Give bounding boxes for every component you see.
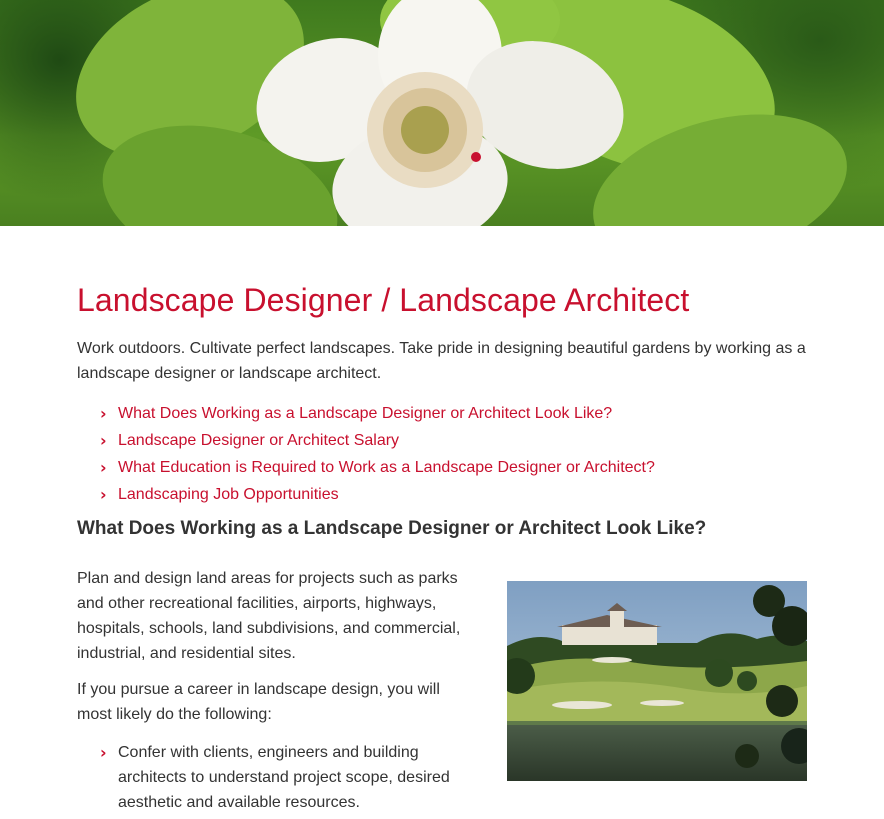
golf-course-photo bbox=[507, 581, 807, 781]
chevron-right-icon: › bbox=[100, 458, 107, 477]
flower-image bbox=[0, 0, 884, 226]
toc-item[interactable] bbox=[100, 427, 655, 454]
chevron-right-icon: › bbox=[100, 743, 107, 762]
duties-list bbox=[100, 740, 460, 815]
list-item-text: Confer with clients, engineers and building architects to understand project scope, desired aesthetic and available resources. bbox=[118, 744, 450, 811]
section-paragraph: Plan and design land areas for projects such as parks and other recreational facilities, airports, highways, hospitals, schools, land subdivisions, and commercial, industrial, and residential sites. bbox=[77, 570, 461, 662]
hero-banner bbox=[0, 0, 884, 226]
intro-paragraph: Work outdoors. Cultivate perfect landscapes. Take pride in designing beautiful gardens by working as a landscape designer or landscape architect. bbox=[77, 340, 806, 382]
section-paragraph: If you pursue a career in landscape design, you will most likely do the following: bbox=[77, 681, 440, 723]
toc-link[interactable]: Landscape Designer or Architect Salary bbox=[118, 431, 400, 449]
toc-link[interactable]: Landscaping Job Opportunities bbox=[118, 485, 339, 503]
chevron-right-icon: › bbox=[100, 431, 107, 450]
page-title: Landscape Designer / Landscape Architect bbox=[77, 282, 690, 318]
toc-item[interactable] bbox=[100, 400, 655, 427]
toc-link[interactable]: What Does Working as a Landscape Designer or Architect Look Like? bbox=[118, 404, 613, 422]
main-content bbox=[0, 226, 884, 819]
table-of-contents bbox=[100, 400, 655, 508]
toc-item[interactable] bbox=[100, 481, 655, 508]
toc-item[interactable] bbox=[100, 454, 655, 481]
toc-link[interactable]: What Education is Required to Work as a Landscape Designer or Architect? bbox=[118, 458, 655, 476]
chevron-right-icon: › bbox=[100, 485, 107, 504]
list-item bbox=[100, 740, 460, 815]
section-heading: What Does Working as a Landscape Designer or Architect Look Like? bbox=[77, 518, 707, 539]
chevron-right-icon: › bbox=[100, 404, 107, 423]
